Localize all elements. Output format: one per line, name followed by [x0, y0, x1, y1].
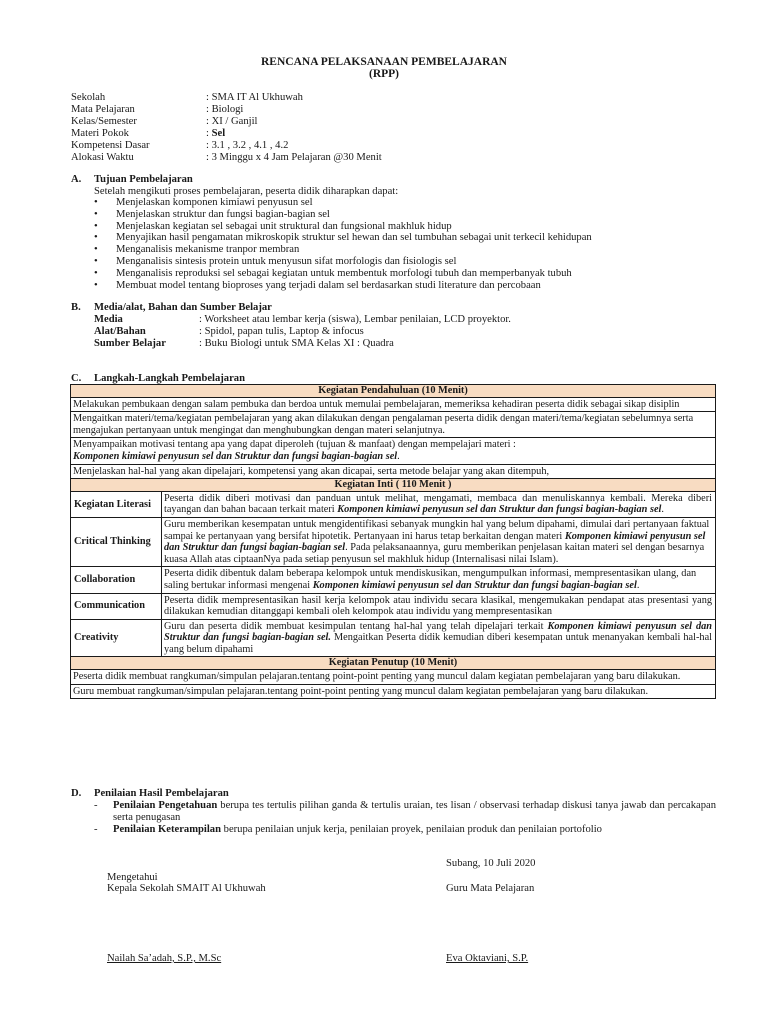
- assessment-description: berupa penilaian unjuk kerja, penilaian proyek, penilaian produk dan penilaian portofolio: [221, 824, 602, 835]
- bullet-icon: •: [94, 197, 98, 208]
- row-label: Critical Thinking: [71, 517, 162, 566]
- table-row: [71, 657, 716, 670]
- period: .: [397, 450, 400, 462]
- objective-text: Membuat model tentang bioproses yang terjadi dalam sel berdasarkan studi literature dan percobaan: [116, 279, 541, 291]
- objective-text: Menganalisis sintesis protein untuk menyusun sifat morfologis dan fisiologis sel: [116, 255, 457, 267]
- row-label: Collaboration: [71, 567, 162, 593]
- document-title: RENCANA PELAKSANAAN PEMBELAJARAN: [261, 56, 507, 68]
- media-value: : Buku Biologi untuk SMA Kelas XI : Quadra: [199, 338, 394, 349]
- acknowledged-label: Mengetahui: [107, 872, 158, 883]
- table-row: [71, 684, 716, 699]
- list-item: [94, 244, 592, 256]
- section-letter: C.: [71, 373, 82, 384]
- cell-text: Guru dan peserta didik membuat kesimpulan tentang hal-hal yang telah dipelajari terkait: [164, 620, 548, 632]
- principal-role: Kepala Sekolah SMAIT Al Ukhuwah: [107, 883, 266, 894]
- closing-header: Kegiatan Penutup (10 Menit): [71, 657, 716, 670]
- cell-emphasis: Komponen kimiawi penyusun sel dan Struktur dan fungsi bagian-bagian sel: [164, 530, 706, 554]
- table-row: [71, 438, 716, 464]
- bullet-icon: •: [94, 244, 98, 256]
- table-row: [71, 567, 716, 593]
- table-row: [71, 670, 716, 685]
- objective-text: Menjelaskan kegiatan sel sebagai unit struktural dan fungsional makhluk hidup: [116, 220, 452, 232]
- section-letter: B.: [71, 302, 81, 313]
- list-item: [94, 209, 592, 221]
- list-item: [94, 197, 592, 209]
- section-letter: A.: [71, 174, 82, 185]
- list-item: [94, 280, 592, 292]
- assessment-item-skills: [94, 824, 716, 836]
- bullet-icon: •: [94, 267, 98, 279]
- identity-value-topic: [206, 128, 225, 140]
- objective-text: Menjelaskan komponen kimiawi penyusun sel: [116, 197, 313, 208]
- cell-text: . Pada pelaksanaannya, guru memberikan penjelasan kaitan materi sel dengan besarnya kuasa Allah atas ciptaanNya pada setiap penyusun sel makhluk hidup (Internalisasi nilai Islam).: [164, 542, 705, 565]
- cell-text: Mengaitkan Peserta didik kemudian diberi kesempatan untuk menanyakan kembali hal-hal yang belum dipahami: [164, 632, 712, 655]
- assessment-label: Penilaian Pengetahuan: [113, 800, 218, 811]
- assessment-description: berupa tes tertulis pilihan ganda & tertulis uraian, tes lisan / observasi terhadap diskusi tanya jawab dan percakapan serta penugasan: [113, 800, 716, 823]
- place-date: Subang, 10 Juli 2020: [446, 858, 536, 869]
- identity-key: Alokasi Waktu: [71, 152, 134, 163]
- motivation-cell: [71, 438, 716, 464]
- dash-icon: -: [94, 824, 98, 835]
- principal-name: Nailah Sa’adah, S.P., M.Sc: [107, 953, 222, 964]
- list-item: [94, 221, 592, 233]
- table-cell: [162, 567, 716, 593]
- cell-text: Guru memberikan kesempatan untuk mengidentifikasi sebanyak mungkin hal yang belum dipahami, dimulai dari pertanyaan faktual sampai ke pertanyaan yang bersifat hipotetik. Pertanyaan ini harus tetap berkaitan dengan materi: [164, 518, 710, 542]
- opening-header: Kegiatan Pendahuluan (10 Menit): [71, 385, 716, 398]
- identity-value: : 3 Minggu x 4 Jam Pelajaran @30 Menit: [206, 152, 382, 163]
- table-row: [71, 385, 716, 398]
- identity-value: : XI / Ganjil: [206, 116, 258, 127]
- objective-text: Menyajikan hasil pengamatan mikroskopik struktur sel hewan dan sel tumbuhan sebagai unit terkecil kehidupan: [116, 232, 592, 244]
- media-key: Sumber Belajar: [94, 338, 166, 349]
- table-cell: [162, 517, 716, 566]
- table-cell: Melakukan pembukaan dengan salam pembuka dan berdoa untuk memulai pembelajaran, memeriksa kehadiran peserta didik sebagai sikap disiplin: [71, 397, 716, 412]
- identity-prefix: :: [206, 128, 212, 139]
- table-row: [71, 619, 716, 657]
- media-key: Alat/Bahan: [94, 326, 146, 337]
- identity-key: Mata Pelajaran: [71, 104, 135, 115]
- media-value: : Worksheet atau lembar kerja (siswa), Lembar penilaian, LCD proyektor.: [199, 314, 511, 325]
- bullet-icon: •: [94, 220, 98, 232]
- list-item: [94, 232, 592, 244]
- cell-emphasis: Komponen kimiawi penyusun sel dan Struktur dan fungsi bagian-bagian sel.: [164, 620, 712, 644]
- cell-text: .: [636, 579, 640, 591]
- learning-steps-table: [70, 384, 716, 699]
- bullet-icon: •: [94, 232, 98, 244]
- section-title: Langkah-Langkah Pembelajaran: [94, 373, 245, 384]
- table-row: [71, 479, 716, 492]
- table-row: [71, 464, 716, 479]
- table-cell: [162, 491, 716, 517]
- table-cell: Guru membuat rangkuman/simpulan pelajaran.tentang point-point penting yang muncul dalam kegiatan pembelajaran yang baru dilakukan.: [71, 684, 716, 699]
- section-a-heading: [71, 174, 193, 186]
- bullet-icon: •: [94, 208, 98, 220]
- identity-topic-bold: Sel: [211, 128, 226, 139]
- cell-text: Peserta didik diberi motivasi dan panduan untuk melihat, mengamati, membaca dan menuliskannya kembali. Mereka diberi tayangan dan bahan bacaan terkait materi: [164, 492, 712, 516]
- section-title: Tujuan Pembelajaran: [94, 174, 193, 185]
- identity-value: : 3.1 , 3.2 , 4.1 , 4.2: [206, 140, 289, 151]
- core-header: Kegiatan Inti ( 110 Menit ): [71, 479, 716, 492]
- table-row: [71, 491, 716, 517]
- cell-text: Peserta didik mempresentasikan hasil kerja kelompok atau individu secara klasikal, mengemukakan pendapat atas presentasi yang dilakukan kemudian ditanggapi kembali oleh kelompok atau individu yang mempresentasikan: [164, 594, 712, 618]
- teacher-name: Eva Oktaviani, S.P.: [446, 953, 529, 964]
- table-row: [71, 517, 716, 566]
- cell-text: .: [661, 504, 664, 516]
- identity-key: Kompetensi Dasar: [71, 140, 150, 151]
- objective-text: Menganalisis reproduksi sel sebagai kegiatan untuk membentuk morfologi tubuh dan memperbanyak tubuh: [116, 267, 572, 279]
- section-a-intro: Setelah mengikuti proses pembelajaran, peserta didik diharapkan dapat:: [94, 186, 399, 197]
- table-cell: Menjelaskan hal-hal yang akan dipelajari, kompetensi yang akan dicapai, serta metode belajar yang akan ditempuh,: [71, 464, 716, 479]
- table-cell: [162, 619, 716, 657]
- row-label: Kegiatan Literasi: [71, 491, 162, 517]
- section-title: Media/alat, Bahan dan Sumber Belajar: [94, 302, 272, 313]
- bullet-icon: •: [94, 255, 98, 267]
- assessment-item-knowledge: [94, 800, 716, 824]
- row-label: Creativity: [71, 619, 162, 657]
- table-cell: Mengaitkan materi/tema/kegiatan pembelajaran yang akan dilakukan dengan pengalaman peserta didik dengan materi/tema/kegiatan sebelumnya serta mengajukan pertanyaan untuk mengingat dan menghubungkan dengan materi selanjutnya.: [71, 412, 716, 438]
- motivation-topic: Komponen kimiawi penyusun sel dan Struktur dan fungsi bagian-bagian sel: [73, 450, 398, 462]
- section-b-heading: [71, 302, 272, 314]
- table-row: [71, 412, 716, 438]
- table-row: [71, 397, 716, 412]
- list-item: [94, 256, 592, 268]
- table-row: [71, 593, 716, 619]
- table-cell: Peserta didik membuat rangkuman/simpulan pelajaran.tentang point-point penting yang muncul dalam kegiatan pembelajaran yang baru dilakukan.: [71, 670, 716, 685]
- section-title: Penilaian Hasil Pembelajaran: [94, 788, 229, 799]
- document-subtitle: (RPP): [368, 68, 399, 80]
- cell-text: Peserta didik dibentuk dalam beberapa kelompok untuk mendiskusikan, mengumpulkan informasi, mempresentasikan ulang, dan saling bertukar informasi mengenai: [164, 568, 697, 591]
- assessment-text: [113, 800, 716, 824]
- identity-key: Materi Pokok: [71, 128, 129, 139]
- media-key: Media: [94, 314, 123, 325]
- identity-value: : Biologi: [206, 104, 244, 115]
- objective-text: Menjelaskan struktur dan fungsi bagian-bagian sel: [116, 208, 330, 220]
- motivation-text: Menyampaikan motivasi tentang apa yang dapat diperoleh (tujuan & manfaat) dengan mempelajari materi :: [73, 439, 516, 451]
- identity-key: Sekolah: [71, 92, 106, 103]
- table-cell: [162, 593, 716, 619]
- objectives-list: [94, 197, 592, 291]
- bullet-icon: •: [94, 279, 98, 291]
- identity-key: Kelas/Semester: [71, 116, 137, 127]
- identity-value: : SMA IT Al Ukhuwah: [206, 92, 303, 103]
- assessment-label: Penilaian Keterampilan: [113, 824, 221, 835]
- list-item: [94, 268, 592, 280]
- cell-emphasis: Komponen kimiawi penyusun sel dan Struktur dan fungsi bagian-bagian sel: [312, 579, 637, 591]
- row-label: Communication: [71, 593, 162, 619]
- cell-emphasis: Komponen kimiawi penyusun sel dan Struktur dan fungsi bagian-bagian sel: [337, 504, 662, 516]
- section-d-heading: [71, 788, 229, 800]
- section-letter: D.: [71, 788, 82, 799]
- objective-text: Menganalisis mekanisme tranpor membran: [116, 244, 300, 256]
- assessment-text: [113, 824, 716, 836]
- dash-icon: -: [94, 800, 98, 811]
- teacher-role: Guru Mata Pelajaran: [446, 883, 535, 894]
- media-value: : Spidol, papan tulis, Laptop & infocus: [199, 326, 364, 337]
